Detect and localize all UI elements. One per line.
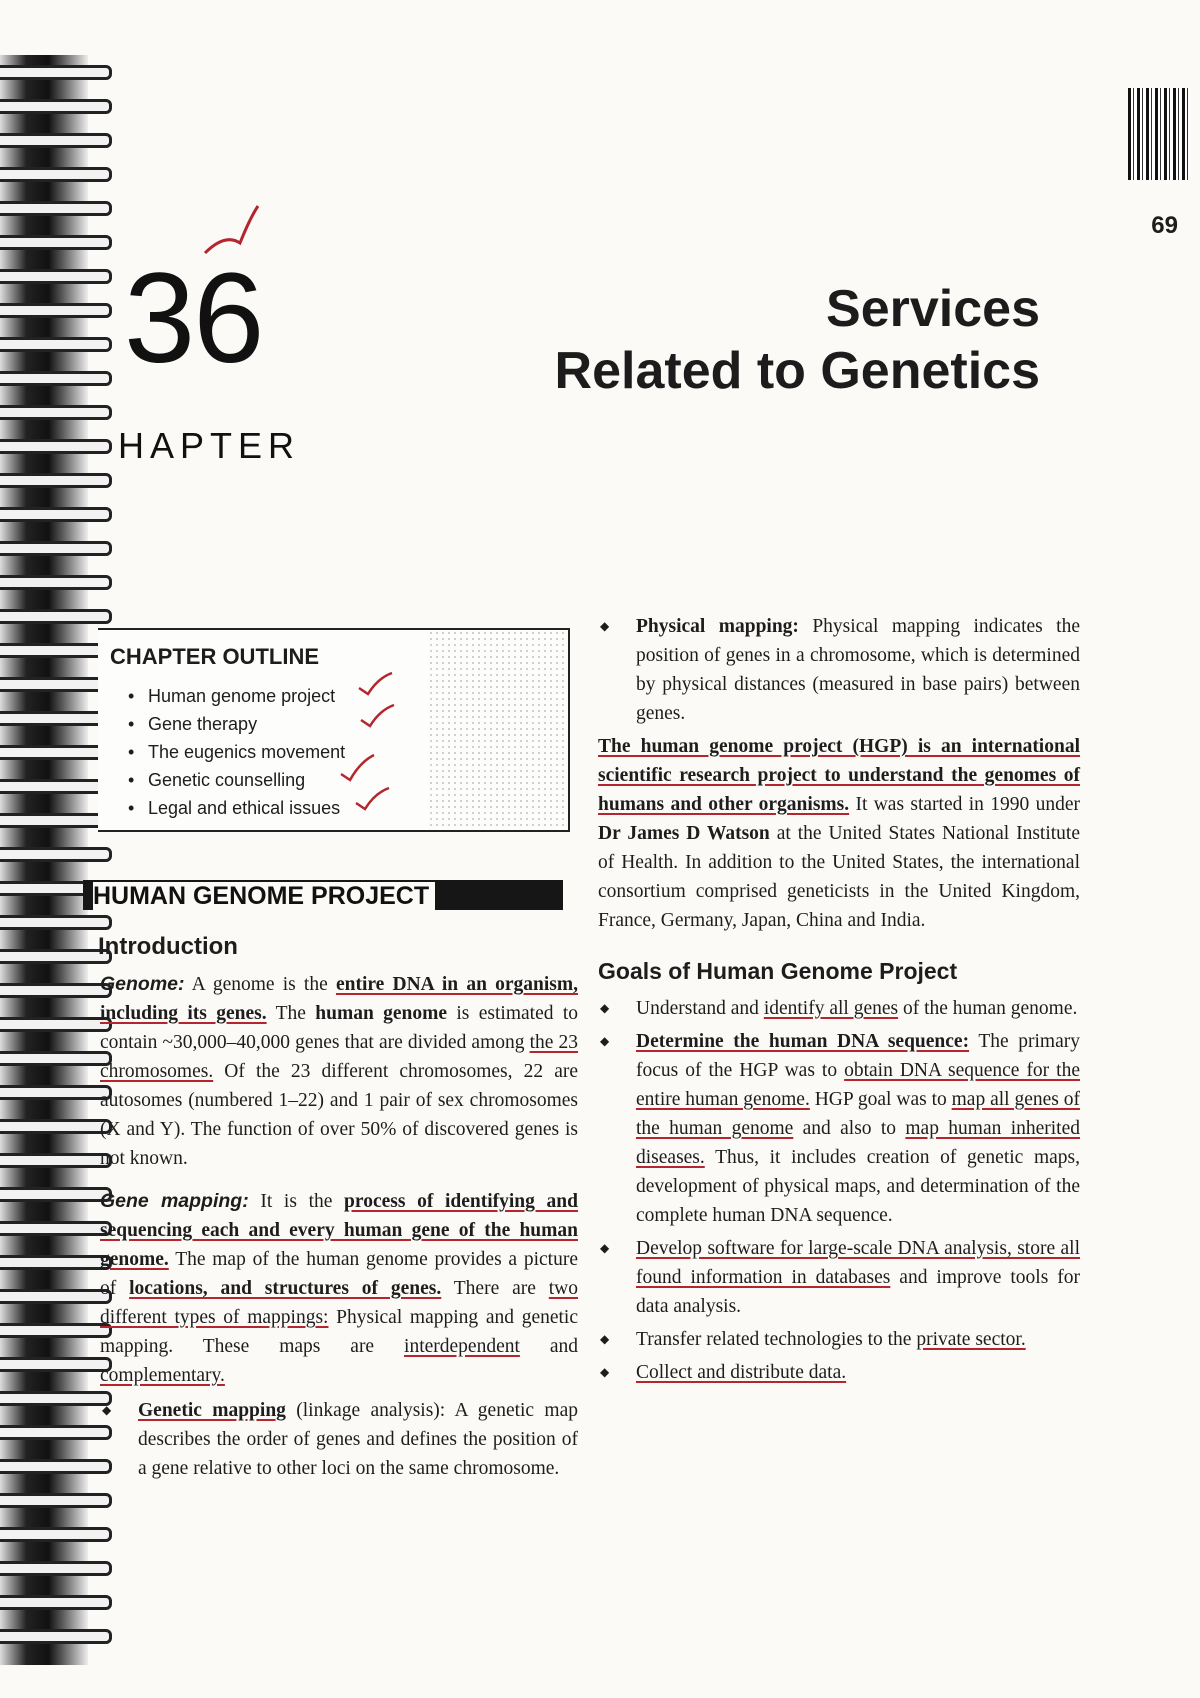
- title-line-2: Related to Genetics: [554, 342, 1040, 400]
- spiral-binding: [0, 55, 88, 1665]
- right-column: [598, 612, 1080, 1391]
- goal-item: ◆ Collect and distribute data.: [598, 1358, 1080, 1387]
- chapter-outline-box: [98, 628, 570, 832]
- outline-item: • The eugenics movement: [128, 738, 345, 766]
- outline-item: • Genetic counselling: [128, 766, 345, 794]
- introduction-heading: Introduction: [98, 933, 238, 960]
- goals-heading: Goals of Human Genome Project: [598, 958, 958, 984]
- title-line-1: Services: [826, 280, 1040, 338]
- outline-item: • Gene therapy: [128, 710, 345, 738]
- book-page: [88, 0, 1200, 1698]
- goal-item: ◆ Determine the human DNA sequence: The primary focus of the HGP was to obtain DNA sequence for the entire human genome. HGP goal was to map all genes of the human genome and also to map human inherited diseases. Thus, it includes creation of genetic maps, development of physical maps, and determination of the complete human DNA sequence.: [598, 1027, 1080, 1230]
- section-heading: HUMAN GENOME PROJECT: [93, 882, 435, 911]
- outline-item: • Human genome project: [128, 682, 345, 710]
- handwritten-tick-icon: [358, 702, 398, 728]
- handwritten-tick-icon: [353, 785, 393, 811]
- physical-mapping-bullets: [598, 612, 1080, 728]
- outline-title: CHAPTER OUTLINE: [110, 644, 319, 669]
- goal-item: ◆ Transfer related technologies to the private sector.: [598, 1325, 1080, 1354]
- chapter-title: [555, 278, 1040, 402]
- page-number: 69: [1151, 212, 1178, 239]
- chapter-label: HAPTER: [118, 425, 301, 466]
- physical-mapping-item: ◆ Physical mapping: Physical mapping indicates the position of genes in a chromosome, which is determined by physical distances (measured in base pairs) between genes.: [598, 612, 1080, 728]
- mapping-bullets: [100, 1396, 578, 1483]
- outline-item: • Legal and ethical issues: [128, 794, 345, 822]
- goal-item: ◆ Develop software for large-scale DNA analysis, store all found information in databases and improve tools for data analysis.: [598, 1234, 1080, 1321]
- genetic-mapping-item: ◆ Genetic mapping (linkage analysis): A genetic map describes the order of genes and defines the position of a gene relative to other loci on the same chromosome.: [100, 1396, 578, 1483]
- handwritten-tick-icon: [338, 752, 378, 782]
- goal-item: ◆ Understand and identify all genes of the human genome.: [598, 994, 1080, 1023]
- handwritten-tick-icon: [356, 670, 396, 696]
- goals-list: [598, 994, 1080, 1387]
- barcode-strip: [1128, 88, 1190, 180]
- chapter-number: 36: [124, 247, 263, 390]
- genome-paragraph: Genome: A genome is the entire DNA in an organism, including its genes. The human genome is estimated to contain ~30,000–40,000 genes that are divided among the 23 chromosomes. Of the 23 different chromosomes, 22 are autosomes (numbered 1–22) and 1 pair of sex chromosomes (X and Y). The function of over 50% of discovered genes is not known.: [100, 973, 579, 1169]
- outline-stipple: [428, 630, 568, 830]
- left-column: [100, 970, 578, 1487]
- gene-mapping-paragraph: Gene mapping: It is the process of identifying and sequencing each and every human gene of the human genome. The map of the human genome provides a picture of locations, and structures of genes. There are two different types of mappings: Physical mapping and genetic mapping. These maps are interdependent and complementary.: [100, 1190, 579, 1386]
- hgp-paragraph: The human genome project (HGP) is an international scientific research project to understand the genomes of humans and other organisms. It was started in 1990 under Dr James D Watson at the United States National Institute of Health. In addition to the United States, the international consortium comprised geneticists in the United Kingdom, France, Germany, Japan, China and India.: [598, 736, 1080, 931]
- outline-list: [128, 682, 345, 822]
